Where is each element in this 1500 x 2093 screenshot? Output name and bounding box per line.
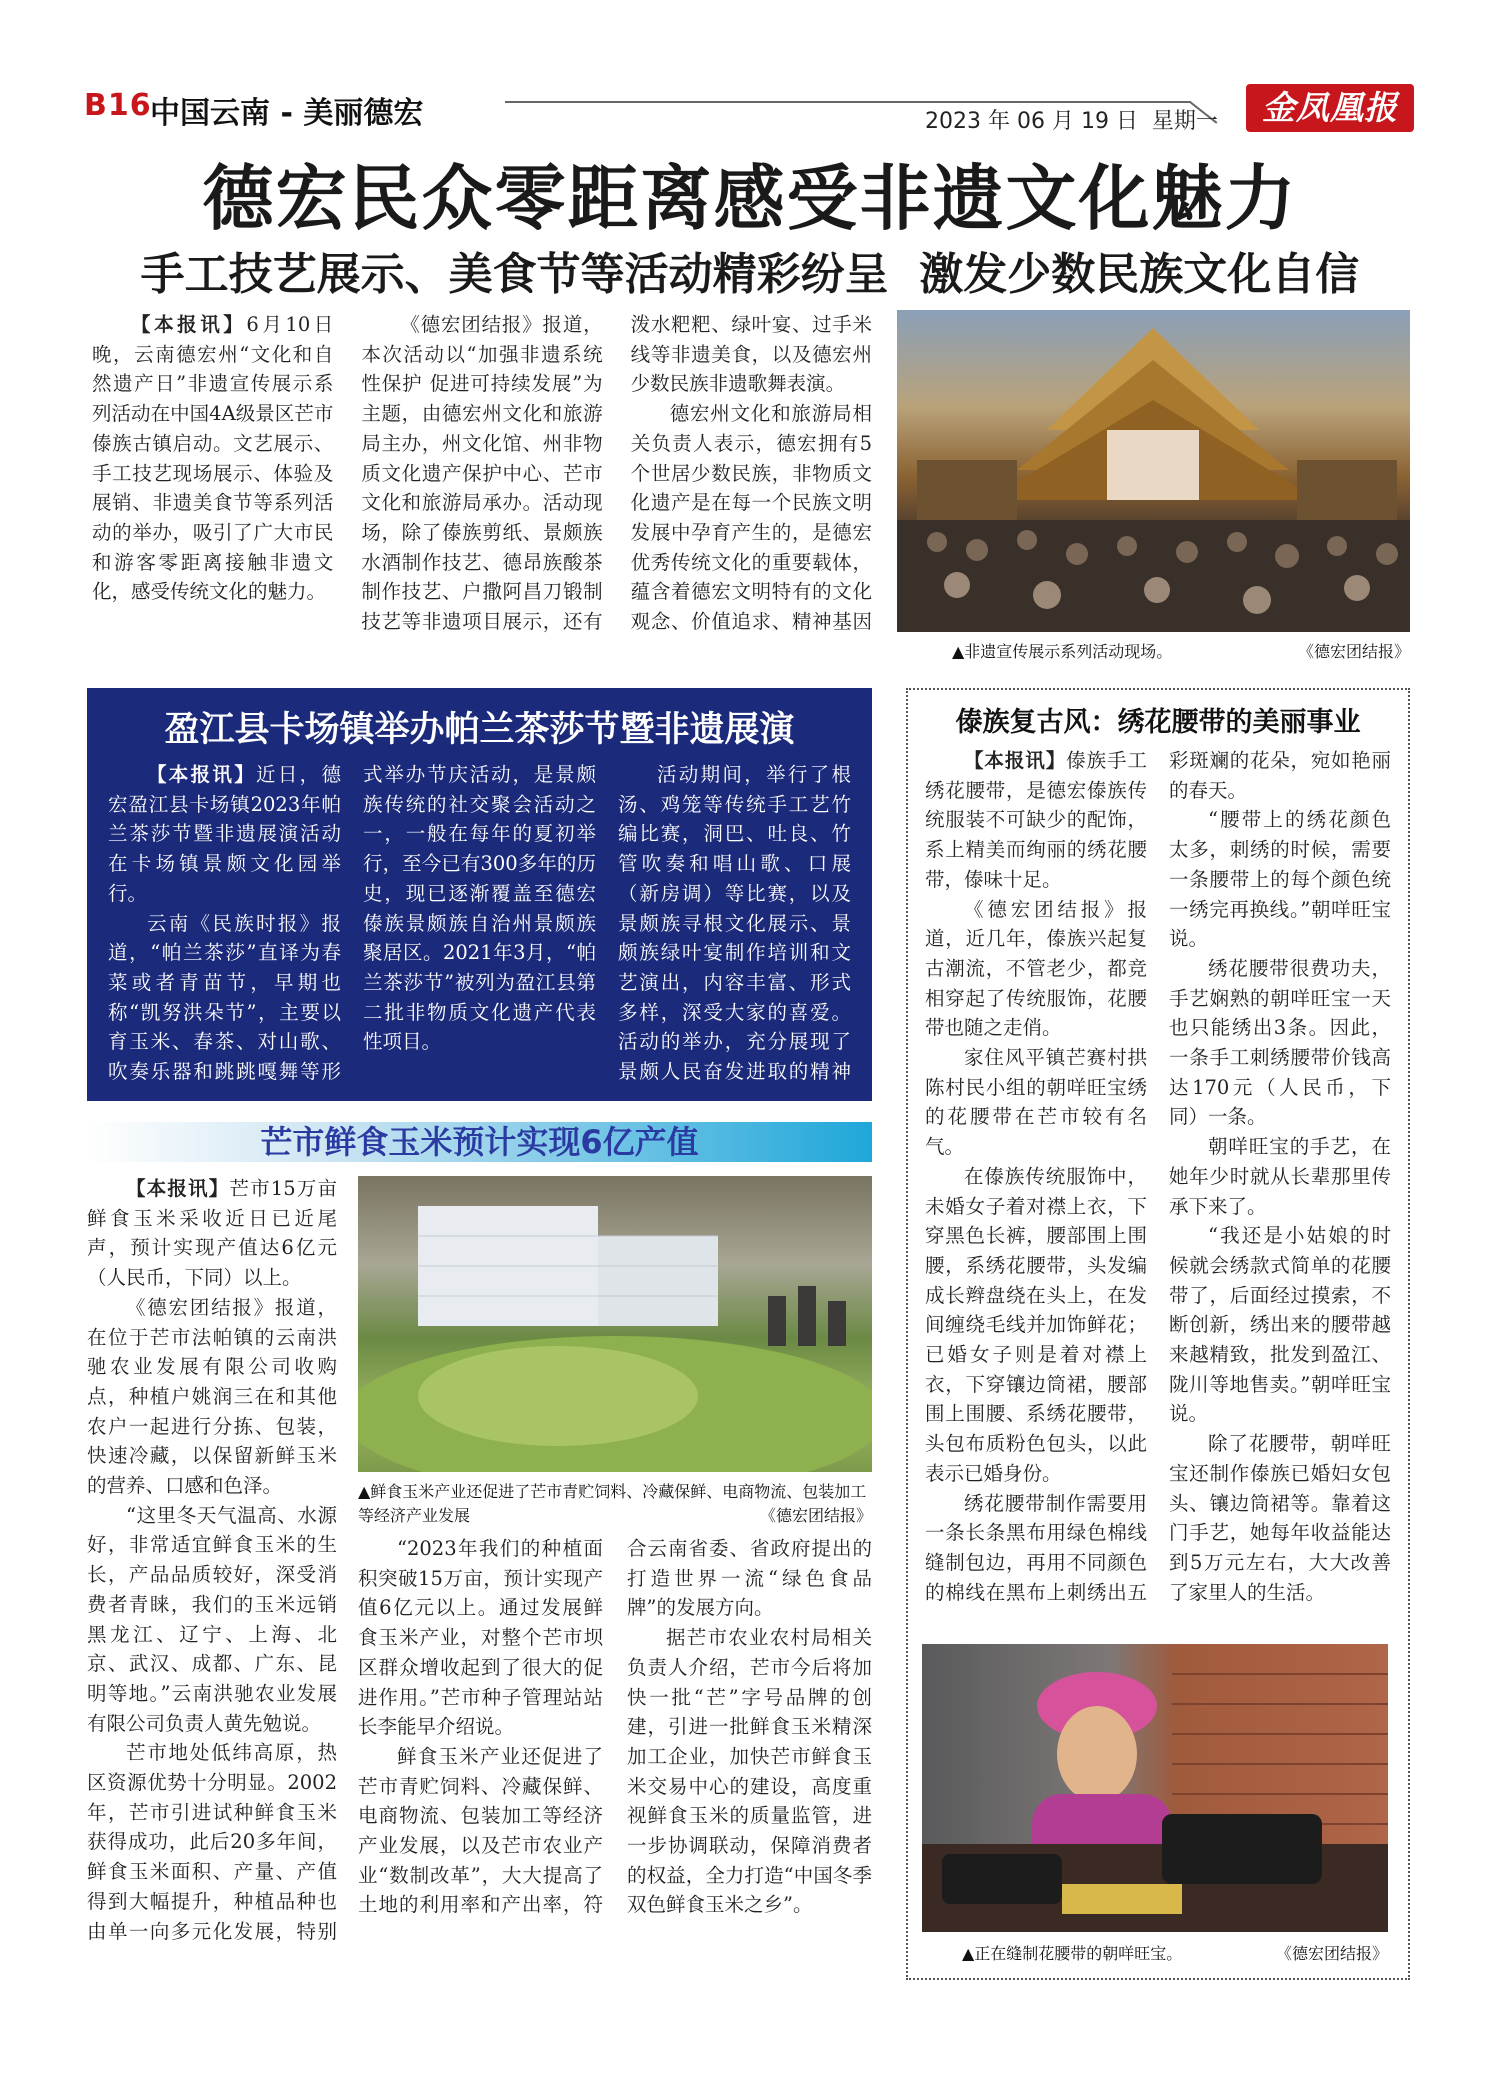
- festival-illustration: [897, 310, 1410, 632]
- article4-paragraph: 绣花腰带很费功夫，手艺娴熟的朝咩旺宝一天也只能绣出3条。因此，一条手工刺绣腰带价钱高达170元（人民币，下同）一条。: [1169, 956, 1391, 1129]
- article1-paragraph: 《德宏团结报》报道，本次活动以“加强非遗系统性保护 促进可持续发展”为主题，由德宏州文化和旅游局主办，州文化馆、州非物质文化遗产保护中心、芒市文化和旅游局承办。活动现场，除了傣族剪纸、景颇族水酒制作技艺、德昂族酸茶制作技艺、户撒阿昌刀锻制技艺等非遗项目展示，还有泼水粑粑、绿叶宴、过手米线等非遗美食，以及德宏州少数民族非遗歌舞表演。: [361, 313, 872, 634]
- section-name: 中国云南 - 美丽德宏: [150, 96, 424, 131]
- article1-columns: [92, 310, 872, 662]
- article3-paragraph: “这里冬天气温高、水源好，非常适宜鲜食玉米的生长，产品品质较好，深受消费者青睐，我们的玉米远销黑龙江、辽宁、上海、北京、武汉、成都、广东、昆明等地。”云南洪驰农业发展有限公司负责人黄先勉说。: [87, 1503, 337, 1735]
- photo-corn-harvest: [358, 1176, 872, 1472]
- corn-illustration: [358, 1176, 872, 1472]
- article4-columns: [925, 746, 1391, 1634]
- article2-title: 盈江县卡场镇举办帕兰茶莎节暨非遗展演: [164, 710, 795, 750]
- photo1-source: 《德宏团结报》: [1297, 642, 1410, 661]
- article3-paragraph: 《德宏团结报》报道，在位于芒市法帕镇的云南洪驰农业发展有限公司收购点，种植户姚润三在和其他农户一起进行分拣、包装，快速冷藏，以保留新鲜玉米的营养、口感和色泽。: [87, 1295, 337, 1498]
- article1-paragraph: 德宏州文化和旅游局相关负责人表示，德宏拥有5个世居少数民族，非物质文化遗产是在每一个民族文明发展中孕育产生的，是德宏优秀传统文化的重要载体，蕴含着德宏文明特有的文化观念、价值追求、精神基因: [630, 402, 872, 634]
- article4-paragraph: “我还是小姑娘的时候就会绣款式简单的花腰带了，后面经过摸索，不断创新，绣出来的腰带越来越精致，批发到盈江、陇川等地售卖。”朝咩旺宝说。: [1169, 1224, 1391, 1426]
- article4-paragraph: 除了花腰带，朝咩旺宝还制作傣族已婚妇女包头、镶边筒裙等。靠着这门手艺，她每年收益能达到5万元左右，大大改善了家里人的生活。: [1169, 1432, 1391, 1604]
- article2-tag: 【本报讯】: [147, 763, 257, 786]
- article2-paragraph: 云南《民族时报》报道，“帕兰茶莎”直译为春菜或者青苗节，早期也称“凯努洪朵节”，主要以育玉米、春茶、对山歌、吹奏乐器和跳跳嘎舞等形式举办节庆活动，是景颇族传统的社交聚会活动之一，一般在每年的夏初举行，至今已有300多年的历史，现已逐渐覆盖至德宏傣族景颇族自治州景颇族聚居区。2021年3月，“帕兰茶莎节”被列为盈江县第二批非物质文化遗产代表性项目。: [108, 763, 596, 1084]
- article4-paragraph: 《德宏团结报》报道，近几年，傣族兴起复古潮流，不管老少，都竞相穿起了传统服饰，花腰带也随之走俏。: [925, 897, 1147, 1040]
- article3-left-column: [87, 1174, 337, 1950]
- photo-embroidery-woman: [922, 1644, 1388, 1932]
- article2-paragraph: 【本报讯】近日，德宏盈江县卡场镇2023年帕兰茶莎节暨非遗展演活动在卡场镇景颇文化园举行。: [108, 763, 341, 905]
- article2-paragraph: 活动期间，举行了根汤、鸡笼等传统手工艺竹编比赛，洞巴、吐良、竹管吹奏和唱山歌、口展（新房调）等比赛，以及景颇族寻根文化展示、景颇族绿叶宴制作培训和文艺演出，内容丰富、形式多样，深受大家的喜爱。活动的举办，充分展现了景颇人民奋发进取的精神: [618, 763, 851, 1084]
- article4-tag: 【本报讯】: [964, 749, 1067, 772]
- photo1-caption: ▲非遗宣传展示系列活动现场。 《德宏团结报》: [952, 640, 1410, 664]
- newspaper-logo: 金凤凰报: [1246, 84, 1414, 132]
- photo-festival-scene: [897, 310, 1410, 632]
- photo3-caption: ▲鲜食玉米产业还促进了芒市青贮饲料、冷藏保鲜、电商物流、包装加工等经济产业发展 《德宏团结报》: [358, 1480, 872, 1528]
- photo4-source: 《德宏团结报》: [1275, 1944, 1388, 1963]
- issue-date: 2023 年 06 月 19 日 星期一: [925, 109, 1218, 134]
- photo4-caption: ▲正在缝制花腰带的朝咩旺宝。 《德宏团结报》: [962, 1942, 1388, 1966]
- photo3-source: 《德宏团结报》: [759, 1506, 872, 1525]
- article3-title: 芒市鲜食玉米预计实现6亿产值: [260, 1123, 699, 1161]
- article3-paragraph: 芒市地处低纬高原，热区资源优势十分明显。2002年，芒市引进试种鲜食玉米获得成功，此后20多年间，鲜食玉米面积、产量、产值得到大幅提升，种植品种也由单一向多元化发展，特别: [87, 1741, 337, 1943]
- article3-right-columns: [358, 1534, 872, 1950]
- article4-paragraph: 在傣族传统服饰中，未婚女子着对襟上衣，下穿黑色长裤，腰部围上围腰，系绣花腰带，头发编成长辫盘绕在头上，在发间缠绕毛线并加饰鲜花；已婚女子则是着对襟上衣，下穿镶边筒裙，腰部围上围腰、系绣花腰带，头包布质粉色包头，以此表示已婚身份。: [925, 1164, 1147, 1485]
- embroidery-illustration: [922, 1644, 1388, 1932]
- article1-tag: 【本报讯】: [131, 313, 247, 336]
- article3-paragraph: 据芒市农业农村局相关负责人介绍，芒市今后将加快一批“芒”字号品牌的创建，引进一批鲜食玉米精深加工企业，加快芒市鲜食玉米交易中心的建设，高度重视鲜食玉米的质量监管，进一步协调联动，保障消费者的权益，全力打造“中国冬季双色鲜食玉米之乡”。: [627, 1626, 872, 1917]
- page-number: B16: [84, 88, 152, 123]
- article4-paragraph: “腰带上的绣花颜色太多，刺绣的时候，需要一条腰带上的每个颜色统一绣完再换线。”朝咩旺宝说。: [1169, 808, 1391, 951]
- article3-paragraph: “2023年我们的种植面积突破15万亩，预计实现产值6亿元以上。通过发展鲜食玉米产业，对整个芒市坝区群众增收起到了很大的促进作用。”芒市种子管理站站长李能早介绍说。: [358, 1537, 603, 1739]
- header-rule: [505, 101, 1191, 103]
- sub-headline: 手工技艺展示、美食节等活动精彩纷呈 激发少数民族文化自信: [140, 249, 1360, 300]
- article3-paragraph: 鲜食玉米产业还促进了芒市青贮饲料、冷藏保鲜、电商物流、包装加工等经济产业发展，以及芒市农业产业“数制改革”，大大提高了土地的利用率和产出率，符合云南省委、省政府提出的打造世界一流“绿色食品牌”的发展方向。: [358, 1537, 872, 1917]
- article3-paragraph: 【本报讯】芒市15万亩鲜食玉米采收近日已近尾声，预计实现产值达6亿元（人民币，下同）以上。: [87, 1177, 337, 1290]
- article3-tag: 【本报讯】: [126, 1177, 230, 1200]
- main-headline: 德宏民众零距离感受非遗文化魅力: [202, 157, 1298, 240]
- article4-paragraph: 【本报讯】傣族手工绣花腰带，是德宏傣族传统服装不可缺少的配饰，系上精美而绚丽的绣花腰带，傣味十足。: [925, 749, 1147, 891]
- article2-columns: [108, 760, 851, 1088]
- article4-paragraph: 朝咩旺宝的手艺，在她年少时就从长辈那里传承下来了。: [1169, 1135, 1391, 1218]
- article4-title: 傣族复古风：绣花腰带的美丽事业: [955, 707, 1361, 738]
- article1-paragraph: 【本报讯】6月10日晚，云南德宏州“文化和自然遗产日”非遗宣传展示系列活动在中国4A级景区芒市傣族古镇启动。文艺展示、手工技艺现场展示、体验及展销、非遗美食节等系列活动的举办，吸引了广大市民和游客零距离接触非遗文化，感受传统文化的魅力。: [92, 313, 334, 604]
- article4-paragraph: 家住风平镇芒赛村拱陈村民小组的朝咩旺宝绣的花腰带在芒市较有名气。: [925, 1046, 1147, 1159]
- article4-paragraph: 绣花腰带制作需要用一条长条黑布用绿色棉线缝制包边，再用不同颜色的棉线在黑布上刺绣出五彩斑斓的花朵，宛如艳丽的春天。: [925, 749, 1391, 1604]
